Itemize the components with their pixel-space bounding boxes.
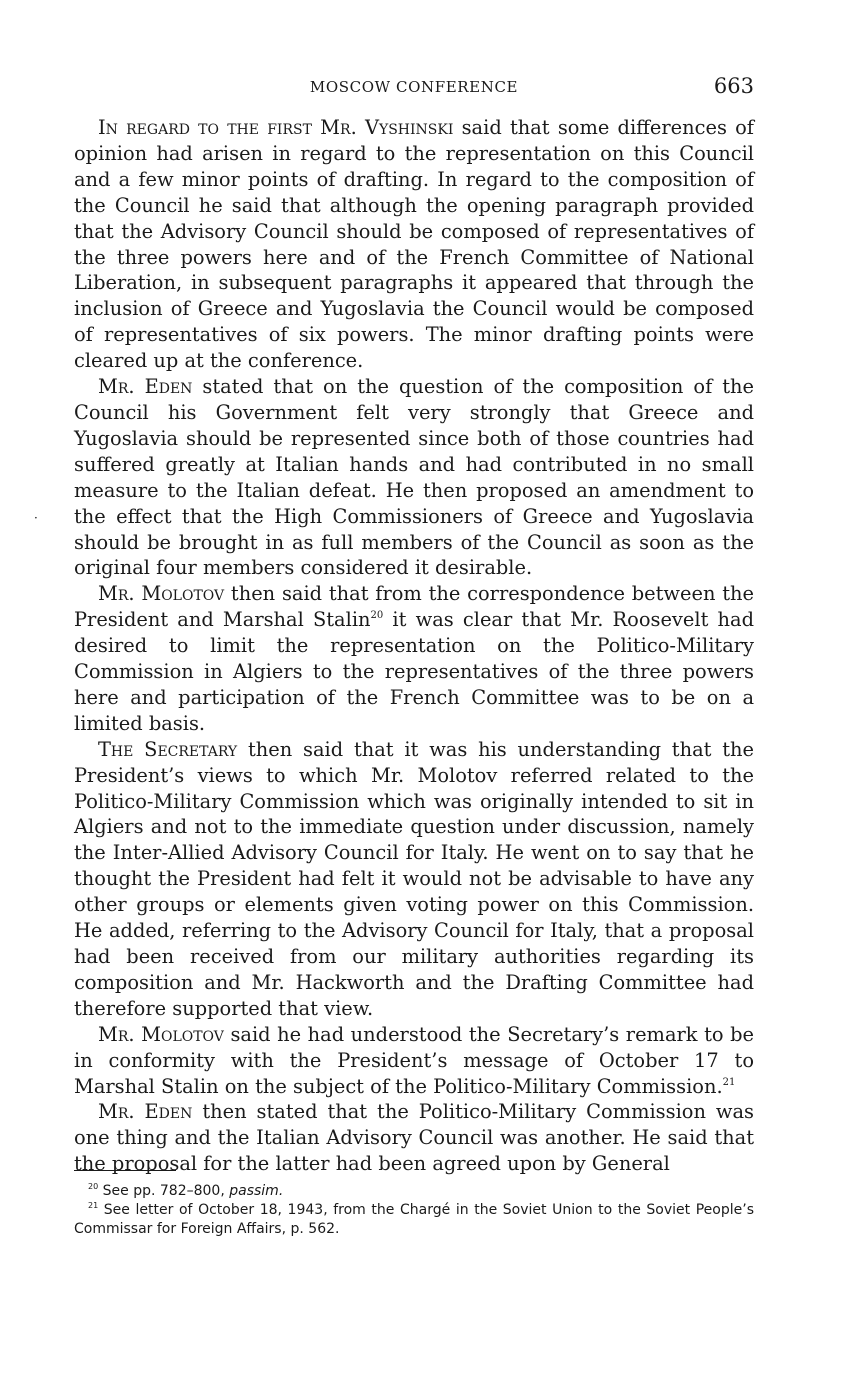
paragraph-text: then stated that the Politico-Military Commission was one thing and the Italian Advisory Council was another. He said that the proposal for the latter had been agreed upon by General xyxy=(74,1100,754,1176)
paragraph xyxy=(74,115,754,374)
speaker-name: Mr. Vyshinski xyxy=(320,116,454,139)
speaker-name: The Secretary xyxy=(98,737,238,761)
footnote-reference: 20 xyxy=(370,610,384,622)
paragraph-text: it was clear that Mr. Roosevelt had desired to limit the representation on the Politico-Military Commission in Algiers to the representatives of the three powers here and participation of the French Committee was to be on a limited basis. xyxy=(74,608,754,735)
page-number: 663 xyxy=(713,74,754,98)
margin-mark: · xyxy=(34,511,38,525)
footnote-reference: 21 xyxy=(722,1076,736,1088)
page-header xyxy=(74,74,754,102)
paragraph-text: said that some differences of opinion had arisen in regard to the representation on this Council and a few minor points of drafting. In regard to the composition of the Council he said that although the opening paragraph provided that the Advisory Council should be composed of representatives of the three powers here and of the French Committee of National Liberation, in subsequent paragraphs it appeared that through the inclusion of Greece and Yugoslavia the Council would be composed of representatives of six powers. The minor drafting points were cleared up at the conference. xyxy=(74,116,754,373)
running-head: MOSCOW CONFERENCE xyxy=(309,78,519,96)
paragraph xyxy=(74,737,754,1022)
paragraph xyxy=(74,374,754,581)
footnote-number: 20 xyxy=(88,1182,99,1191)
footnote-rule xyxy=(74,1170,176,1171)
speaker-name: Mr. Molotov xyxy=(98,582,225,606)
paragraph xyxy=(74,1099,754,1177)
footnote-text: See letter of October 18, 1943, from the Chargé in the Soviet Union to the Soviet People’s Commissar for Foreign Affairs, p. 562. xyxy=(74,1202,754,1237)
paragraph-text: said he had understood the Secretary’s remark to be in conformity with the President’s message of October 17 to Marshal Stalin on the subject of the Politico-Military Commission. xyxy=(74,1022,754,1098)
speaker-name: In regard to the first xyxy=(98,116,321,139)
footnote-text: passim. xyxy=(229,1183,284,1199)
paragraph-text: then said that it was his understanding that the President’s views to which Mr. Molotov referred related to the Politico-Military Commission which was originally intended to sit in Algiers and not to the immediate question under discussion, namely the Inter-Allied Advisory Council for Italy. He went on to say that he thought the President had felt it would not be advisable to have any other groups or elements given voting power on this Commission. He added, referring to the Advisory Council for Italy, that a proposal had been received from our military authorities regarding its composition and Mr. Hackworth and the Drafting Committee had therefore supported that view. xyxy=(74,737,754,1020)
speaker-name: Mr. Eden xyxy=(98,1100,193,1124)
footnote-text: See pp. 782–800, xyxy=(102,1183,230,1199)
footnote-number: 21 xyxy=(88,1201,99,1210)
footnote xyxy=(74,1182,754,1201)
speaker-name: Mr. Molotov xyxy=(98,1022,224,1046)
paragraph xyxy=(74,581,754,736)
footnotes xyxy=(74,1182,754,1239)
paragraph-text: stated that on the question of the composition of the Council his Government felt very strongly that Greece and Yugoslavia should be represented since both of those countries had suffered greatly at Italian hands and had contributed in no small measure to the Italian defeat. He then proposed an amendment to the effect that the High Commissioners of Greece and Yugoslavia should be brought in as full members of the Council as soon as the original four members considered it desirable. xyxy=(74,375,755,580)
body-text xyxy=(74,115,754,1177)
paragraph xyxy=(74,1022,754,1100)
speaker-name: Mr. Eden xyxy=(98,375,193,399)
paragraph-text: then said that from the correspondence between the President and Marshal Stalin xyxy=(74,582,754,632)
footnote xyxy=(74,1201,754,1239)
